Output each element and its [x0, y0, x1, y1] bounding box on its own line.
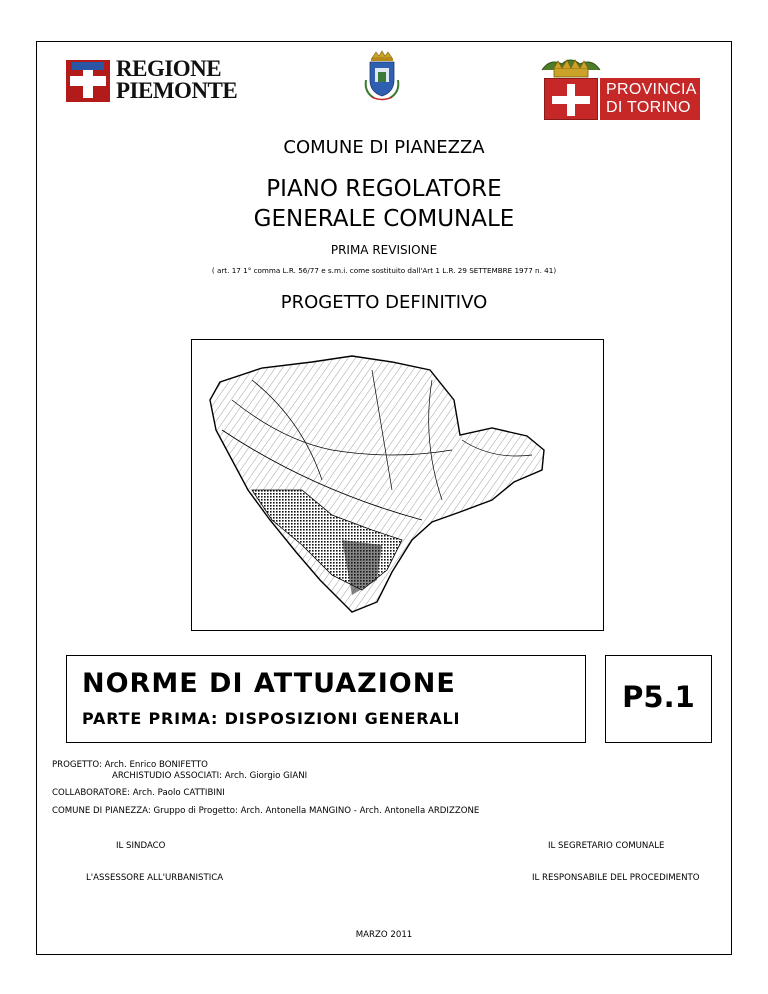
provincia-name-line2: DI TORINO	[606, 99, 691, 116]
provincia-torino-logo	[536, 56, 700, 122]
crown-icon	[540, 56, 602, 80]
regione-shield-icon	[66, 60, 110, 102]
document-code-box	[605, 655, 712, 743]
provincia-shield-icon	[544, 78, 598, 120]
territory-map	[191, 339, 604, 631]
signature-sindaco: IL SINDACO	[116, 841, 166, 851]
comune-coat-of-arms-icon	[362, 50, 402, 102]
credit-progetto: PROGETTO: Arch. Enrico BONIFETTO	[52, 760, 208, 770]
piano-title-line2: GENERALE COMUNALE	[253, 206, 515, 232]
document-code: P5.1	[622, 680, 695, 714]
regione-piemonte-logo	[66, 56, 238, 104]
credit-archistudio: ARCHISTUDIO ASSOCIATI: Arch. Giorgio GIANI	[112, 771, 308, 781]
legal-reference: ( art. 17 1° comma L.R. 56/77 e s.m.i. come sostituito dall'Art 1 L.R. 29 SETTEMBRE 1977 n. 41)	[211, 266, 557, 275]
credit-comune-gruppo: COMUNE DI PIANEZZA: Gruppo di Progetto: Arch. Antonella MANGINO - Arch. Antonella ARDIZZONE	[52, 806, 480, 816]
revisione-label: PRIMA REVISIONE	[330, 243, 438, 257]
signature-segretario: IL SEGRETARIO COMUNALE	[548, 841, 665, 851]
document-date: MARZO 2011	[355, 930, 413, 940]
document-subtitle: PARTE PRIMA: DISPOSIZIONI GENERALI	[82, 709, 461, 728]
stage-heading: PROGETTO DEFINITIVO	[280, 292, 488, 313]
piano-title-line1: PIANO REGOLATORE	[266, 176, 502, 202]
credit-collaboratore: COLLABORATORE: Arch. Paolo CATTIBINI	[52, 788, 225, 798]
provincia-name-line1: PROVINCIA	[606, 81, 697, 98]
document-title: NORME DI ATTUAZIONE	[82, 668, 456, 699]
regione-name-line2: PIEMONTE	[116, 78, 238, 103]
comune-heading: COMUNE DI PIANEZZA	[283, 137, 485, 158]
signature-responsabile: IL RESPONSABILE DEL PROCEDIMENTO	[532, 873, 700, 883]
document-title-box	[66, 655, 586, 743]
signature-assessore: L'ASSESSORE ALL'URBANISTICA	[86, 873, 224, 883]
regione-name-line1: REGIONE	[116, 56, 222, 81]
piano-title	[0, 174, 768, 234]
